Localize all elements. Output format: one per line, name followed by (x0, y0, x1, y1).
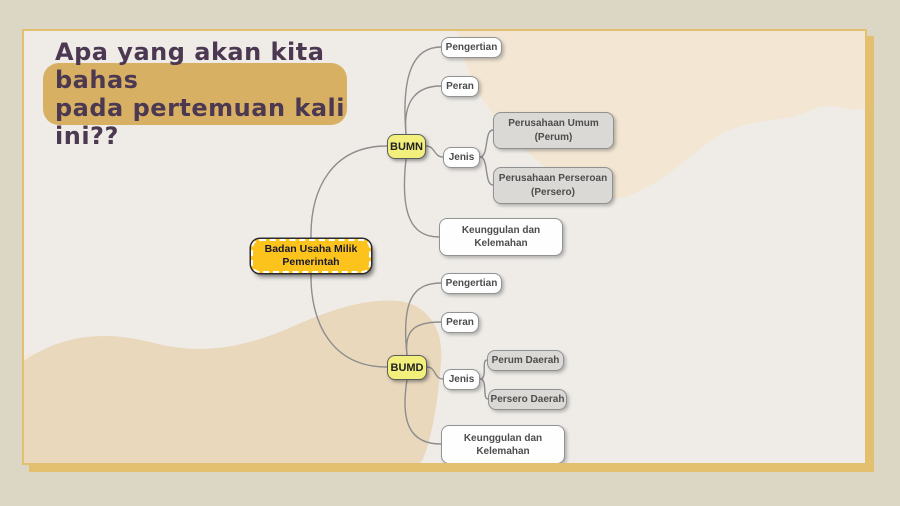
bumd-topic-keunggulan[interactable] (441, 425, 565, 464)
slide-title-line1: Apa yang akan kita bahas (55, 38, 325, 94)
link-bumn-keunggulan (404, 159, 439, 237)
bumn-keunggulan-line2: Kelemahan (474, 238, 528, 249)
bumn-perum-line2: (Perum) (534, 131, 573, 143)
bumd-keunggulan-line1: Keunggulan dan (463, 432, 543, 444)
branch-node-bumd[interactable] (387, 355, 427, 380)
bumn-peran-label: Peran (446, 81, 474, 92)
bumn-persero-line1: Perusahaan Perseroan (498, 172, 608, 184)
link-jenis-persero (480, 157, 493, 185)
branch-node-bumn[interactable] (387, 134, 426, 159)
bumn-subtopic-persero[interactable] (493, 167, 613, 204)
bumn-topic-keunggulan[interactable] (439, 218, 563, 256)
link-root-bumn (311, 146, 387, 239)
bumd-label: BUMD (390, 361, 424, 374)
bumd-topic-jenis[interactable] (443, 369, 480, 390)
bumd-jenis-label: Jenis (448, 374, 475, 385)
mindmap-canvas (22, 29, 867, 465)
root-node-line1: Badan Usaha Milik (264, 243, 358, 255)
root-node-badan-usaha[interactable] (251, 239, 371, 273)
bumd-perum-label: Perum Daerah (491, 354, 560, 366)
bumn-topic-peran[interactable] (441, 76, 479, 97)
bumn-topic-jenis[interactable] (443, 147, 480, 168)
root-node-line2: Pemerintah (282, 256, 340, 268)
slide-title-line2: pada pertemuan kali ini?? (55, 94, 345, 150)
bumn-jenis-label: Jenis (448, 152, 475, 163)
bumn-label: BUMN (390, 140, 423, 153)
bumd-topic-pengertian[interactable] (441, 273, 502, 294)
link-bumn-jenis (426, 146, 443, 157)
bumn-pengertian-label: Pengertian (445, 42, 498, 53)
link-jenisd-perum-daerah (480, 360, 487, 379)
bumn-perum-line1: Perusahaan Umum (508, 117, 599, 129)
slide-title (43, 38, 347, 150)
link-bumn-pengertian (405, 47, 441, 134)
bumd-subtopic-persero-daerah[interactable] (488, 389, 567, 410)
tan-wave-blob (24, 300, 441, 463)
bumd-peran-label: Peran (446, 317, 474, 328)
bumd-subtopic-perum-daerah[interactable] (487, 350, 564, 371)
bumn-keunggulan-line1: Keunggulan dan (461, 225, 541, 236)
bumn-topic-pengertian[interactable] (441, 37, 502, 58)
link-jenis-perum (480, 130, 493, 157)
bumn-persero-line2: (Persero) (531, 186, 575, 198)
bumn-subtopic-perum[interactable] (493, 112, 614, 149)
link-bumn-peran (406, 86, 441, 134)
bumd-pengertian-label: Pengertian (445, 278, 498, 289)
bumd-keunggulan-line2: Kelemahan (476, 445, 530, 457)
bumd-persero-label: Persero Daerah (490, 393, 565, 405)
link-jenisd-persero-daerah (480, 379, 488, 399)
bumd-topic-peran[interactable] (441, 312, 479, 333)
